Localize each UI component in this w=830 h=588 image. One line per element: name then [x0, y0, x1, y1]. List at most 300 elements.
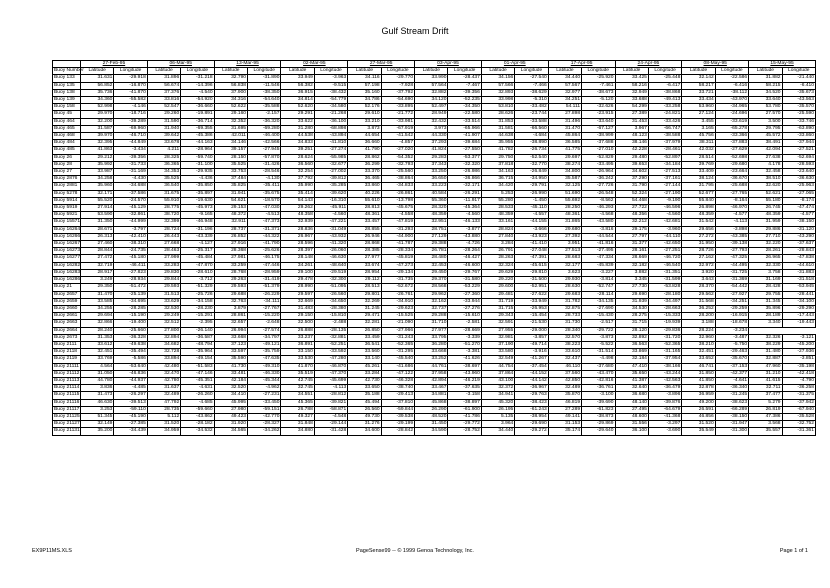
longitude-cell: -54.442 [715, 284, 748, 291]
longitude-cell: -28.934 [114, 277, 147, 284]
latitude-cell: 36.585 [548, 140, 581, 147]
latitude-cell: 57.564 [415, 82, 448, 89]
latitude-cell: 41.615 [749, 377, 782, 384]
longitude-cell: -38.890 [515, 140, 548, 147]
longitude-cell: -31.375 [782, 392, 815, 399]
latitude-cell: 3.920 [682, 269, 715, 276]
latitude-cell: 34.360 [81, 97, 114, 104]
longitude-cell: -38.697 [448, 363, 481, 370]
longitude-cell: -28.461 [648, 147, 681, 154]
latitude-cell: 49.141 [548, 413, 581, 420]
latitude-cell: 29.656 [682, 226, 715, 233]
latitude-cell: 31.050 [81, 370, 114, 377]
latitude-cell: 3.758 [749, 269, 782, 276]
latitude-cell: 27.129 [415, 233, 448, 240]
longitude-cell: -27.767 [248, 305, 281, 312]
buoy-name-cell: Buoy 158 [53, 104, 81, 111]
longitude-cell: -32.793 [381, 161, 414, 168]
longitude-cell: -27.048 [515, 248, 548, 255]
date-header: 03-Apr-95 [415, 61, 482, 68]
latitude-cell: 33.721 [682, 89, 715, 96]
latitude-cell: 36.560 [281, 161, 314, 168]
document-title: Gulf Stream Drift [381, 26, 449, 36]
latitude-cell: 54.143 [281, 197, 314, 204]
longitude-cell: -4.130 [248, 176, 281, 183]
latitude-cell: 33.560 [348, 349, 381, 356]
longitude-cell: -34.950 [515, 176, 548, 183]
latitude-cell: 4.178 [749, 161, 782, 168]
latitude-cell: 48.361 [548, 212, 581, 219]
longitude-cell: -4.113 [314, 385, 347, 392]
longitude-cell: -7.466 [515, 82, 548, 89]
longitude-cell: -54.352 [381, 154, 414, 161]
longitude-cell: -4.641 [715, 377, 748, 384]
latitude-cell: 29.886 [749, 226, 782, 233]
latitude-cell: 32.977 [548, 89, 581, 96]
latitude-cell: 34.551 [281, 392, 314, 399]
longitude-cell: -67.919 [381, 125, 414, 132]
longitude-cell: -25.688 [715, 183, 748, 190]
longitude-cell: -24.570 [114, 197, 147, 204]
longitude-cell: -52.951 [515, 284, 548, 291]
longitude-cell: -55.985 [314, 154, 347, 161]
latitude-cell: 32.182 [615, 262, 648, 269]
longitude-cell: -46.710 [114, 133, 147, 140]
latitude-cell: 28.862 [348, 154, 381, 161]
longitude-cell: -42.377 [715, 370, 748, 377]
longitude-cell: -7.467 [448, 82, 481, 89]
date-header: 17-Apr-95 [548, 61, 615, 68]
latitude-cell: 31.715 [615, 320, 648, 327]
longitude-cell: -49.310 [248, 363, 281, 370]
longitude-cell: -45.615 [515, 262, 548, 269]
latitude-cell: 3.623 [548, 269, 581, 276]
longitude-cell: -21.530 [515, 320, 548, 327]
longitude-cell: -37.586 [114, 190, 147, 197]
latitude-cell: 33.223 [415, 183, 448, 190]
longitude-cell: -15.525 [381, 313, 414, 320]
latitude-cell: 36.365 [147, 161, 180, 168]
longitude-cell: -11.917 [448, 197, 481, 204]
latitude-cell: 27.460 [81, 241, 114, 248]
longitude-cell: -38.629 [515, 89, 548, 96]
table-row [53, 298, 816, 305]
latitude-cell: 41.863 [81, 147, 114, 154]
longitude-cell: -59.844 [381, 406, 414, 413]
longitude-cell: -52.365 [648, 341, 681, 348]
longitude-cell: -38.873 [582, 413, 615, 420]
latitude-cell: 54.621 [214, 197, 247, 204]
longitude-cell: -32.770 [515, 161, 548, 168]
longitude-cell: -39.821 [314, 399, 347, 406]
longitude-cell: -63.890 [782, 125, 815, 132]
latitude-cell: 36.100 [615, 428, 648, 435]
longitude-cell: -41.542 [381, 133, 414, 140]
latitude-cell: 27.570 [749, 111, 782, 118]
longitude-cell: -26.761 [381, 291, 414, 298]
longitude-cell: -33.981 [381, 118, 414, 125]
latitude-cell: 31.520 [147, 421, 180, 428]
longitude-cell: -39.690 [582, 399, 615, 406]
latitude-cell: 27.389 [615, 111, 648, 118]
buoy-name-cell: Buoy 16266 [54, 233, 81, 239]
longitude-cell: -36.320 [248, 118, 281, 125]
latitude-cell: 34.146 [214, 140, 247, 147]
longitude-cell: -35.964 [181, 349, 214, 356]
latitude-cell: 29.480 [615, 154, 648, 161]
latitude-cell: 3.967 [615, 125, 648, 132]
longitude-cell: -69.355 [181, 125, 214, 132]
longitude-cell: -29.519 [314, 269, 347, 276]
latitude-cell: 33.409 [682, 169, 715, 176]
longitude-cell: -68.898 [314, 125, 347, 132]
latitude-cell: 48.123 [615, 133, 648, 140]
longitude-cell: -4.560 [314, 212, 347, 219]
longitude-cell: -26.560 [314, 291, 347, 298]
latitude-cell: 32.372 [481, 385, 514, 392]
longitude-cell: -34.350 [448, 104, 481, 111]
latitude-cell: 38.229 [749, 341, 782, 348]
latitude-cell: 55.280 [481, 197, 514, 204]
latitude-cell: 53.590 [81, 212, 114, 219]
longitude-cell: -37.792 [381, 89, 414, 96]
longitude-cell: -47.122 [381, 370, 414, 377]
latitude-cell: 28.397 [281, 248, 314, 255]
longitude-cell: -16.310 [314, 197, 347, 204]
longitude-cell: -21.268 [314, 111, 347, 118]
latitude-cell: 45.320 [481, 399, 514, 406]
longitude-cell: -27.002 [314, 169, 347, 176]
longitude-cell: -46.836 [114, 370, 147, 377]
longitude-cell: -35.285 [314, 183, 347, 190]
table-row [53, 370, 816, 377]
latitude-cell: 37.123 [214, 341, 247, 348]
latitude-cell: 31.556 [615, 421, 648, 428]
date-header-row [53, 61, 816, 68]
longitude-cell: -15.220 [248, 313, 281, 320]
buoy-name-cell: Buoy 2661 [53, 313, 81, 320]
buoy-name-cell: Buoy 2673 [53, 334, 81, 341]
latitude-cell: 28.630 [548, 284, 581, 291]
latitude-cell: 31.695 [214, 125, 247, 132]
longitude-cell: -42.681 [648, 219, 681, 226]
longitude-cell: -26.964 [582, 169, 615, 176]
longitude-cell: -65.966 [448, 125, 481, 132]
longitude-cell: -27.622 [515, 291, 548, 298]
buoy-name-cell: Buoy 16283 [54, 269, 81, 275]
longitude-cell: -15.333 [648, 313, 681, 320]
latitude-cell: 45.494 [348, 399, 381, 406]
latitude-cell: 29.593 [214, 284, 247, 291]
longitude-cell: -4.113 [715, 219, 748, 226]
longitude-cell: -31.300 [715, 428, 748, 435]
longitude-header: Longitude [248, 68, 281, 75]
latitude-cell: 32.570 [548, 334, 581, 341]
longitude-cell: -37.153 [715, 363, 748, 370]
latitude-cell: 52.621 [749, 190, 782, 197]
longitude-cell: -47.146 [181, 370, 214, 377]
latitude-cell: 31.245 [348, 305, 381, 312]
latitude-cell: 32.162 [415, 298, 448, 305]
longitude-cell: -44.110 [648, 233, 681, 240]
longitude-header: Longitude [381, 68, 414, 75]
longitude-cell: -34.688 [114, 183, 147, 190]
longitude-cell: -4.540 [181, 89, 214, 96]
latitude-cell: 35.188 [348, 392, 381, 399]
buoy-name-cell: Buoy 21113 [54, 377, 80, 383]
latitude-cell: 3.500 [749, 118, 782, 125]
latitude-cell: 33.795 [415, 334, 448, 341]
latitude-cell: 28.370 [682, 284, 715, 291]
latitude-cell: 33.650 [348, 385, 381, 392]
latitude-cell: 36.650 [415, 176, 448, 183]
longitude-cell: -59.110 [114, 406, 147, 413]
longitude-cell: -27.276 [448, 305, 481, 312]
longitude-cell: -51.270 [448, 341, 481, 348]
latitude-cell: 39.251 [281, 147, 314, 154]
latitude-cell: 34.261 [281, 262, 314, 269]
longitude-cell: -45.699 [314, 377, 347, 384]
latitude-cell: 26.560 [348, 406, 381, 413]
latitude-cell: 42.011 [214, 133, 247, 140]
longitude-cell: -5.586 [114, 356, 147, 363]
longitude-cell: -35.897 [181, 190, 214, 197]
longitude-cell: -26.990 [515, 190, 548, 197]
longitude-cell: -31.419 [248, 277, 281, 284]
latitude-cell: 32.326 [749, 334, 782, 341]
longitude-cell: -29.810 [515, 269, 548, 276]
longitude-cell: -52.540 [515, 154, 548, 161]
latitude-cell: 35.174 [548, 428, 581, 435]
latitude-cell: 31.470 [81, 291, 114, 298]
latitude-cell: 32.451 [682, 349, 715, 356]
buoy-name-cell: Buoy 21112 [54, 370, 80, 376]
longitude-cell: -39.538 [381, 413, 414, 420]
longitude-cell: -31.100 [181, 161, 214, 168]
longitude-cell: -38.740 [381, 385, 414, 392]
latitude-cell: 36.541 [348, 341, 381, 348]
latitude-cell: 32.949 [615, 89, 648, 96]
longitude-cell: -51.095 [314, 284, 347, 291]
latitude-cell: 57.566 [481, 82, 514, 89]
latitude-cell: 32.960 [682, 334, 715, 341]
latitude-cell: 29.688 [214, 291, 247, 298]
latitude-cell: 28.737 [214, 226, 247, 233]
latitude-cell: 38.274 [548, 161, 581, 168]
buoy-name-cell: Buoy 2876 [53, 176, 81, 183]
latitude-cell: 49.327 [281, 413, 314, 420]
longitude-cell: -3.339 [448, 334, 481, 341]
longitude-cell: -6.416 [715, 82, 748, 89]
longitude-cell: -46.870 [314, 363, 347, 370]
longitude-cell: -3.814 [582, 277, 615, 284]
longitude-cell: -47.870 [181, 262, 214, 269]
latitude-cell: 27.914 [81, 205, 114, 212]
longitude-cell: -28.182 [181, 421, 214, 428]
buoy-name-cell: Buoy 16277 [54, 255, 81, 261]
longitude-cell: -27.823 [114, 269, 147, 276]
latitude-cell: 31.210 [749, 370, 782, 377]
longitude-cell: -44.610 [782, 262, 815, 269]
longitude-cell: -44.849 [114, 140, 147, 147]
latitude-cell: 33.259 [214, 262, 247, 269]
longitude-cell: -57.870 [248, 154, 281, 161]
latitude-cell: 26.819 [749, 406, 782, 413]
longitude-cell: -26.548 [582, 190, 615, 197]
longitude-cell: -15.430 [582, 313, 615, 320]
latitude-cell: 32.399 [147, 219, 180, 226]
longitude-cell: -27.385 [114, 421, 147, 428]
table-row [53, 197, 816, 204]
longitude-cell: -15.610 [448, 313, 481, 320]
table-row [53, 212, 816, 219]
latitude-cell: 35.825 [214, 183, 247, 190]
latitude-cell: 47.410 [615, 363, 648, 370]
longitude-cell: -42.418 [782, 370, 815, 377]
latitude-cell: 33.640 [749, 97, 782, 104]
table-row [53, 313, 816, 320]
longitude-cell: -42.816 [582, 377, 615, 384]
latitude-cell: 33.140 [348, 356, 381, 363]
latitude-cell: 31.882 [749, 75, 782, 82]
longitude-cell: -23.915 [582, 111, 615, 118]
latitude-cell: 33.894 [147, 356, 180, 363]
latitude-cell: 32.878 [682, 385, 715, 392]
latitude-cell: 27.977 [348, 255, 381, 262]
table-row [53, 183, 816, 190]
latitude-cell: 36.959 [682, 392, 715, 399]
longitude-cell: -36.714 [181, 118, 214, 125]
longitude-cell: -19.630 [181, 197, 214, 204]
latitude-cell: 52.497 [415, 104, 448, 111]
longitude-cell: -42.770 [248, 413, 281, 420]
latitude-cell: 32.745 [281, 385, 314, 392]
latitude-cell: 44.538 [281, 133, 314, 140]
latitude-cell: 38.311 [682, 140, 715, 147]
latitude-cell: 29.212 [81, 154, 114, 161]
latitude-cell: 45.365 [281, 399, 314, 406]
longitude-cell: -45.190 [114, 413, 147, 420]
longitude-cell: -47.325 [715, 255, 748, 262]
longitude-cell: -44.900 [381, 233, 414, 240]
latitude-cell: 37.792 [281, 176, 314, 183]
longitude-cell: -28.285 [114, 305, 147, 312]
longitude-cell: -29.690 [515, 421, 548, 428]
latitude-cell: 29.112 [348, 277, 381, 284]
latitude-header: Latitude [81, 68, 114, 75]
latitude-cell: 26.788 [281, 406, 314, 413]
buoy-name-cell: Buoy 21115 [54, 392, 80, 398]
longitude-cell: -26.291 [448, 190, 481, 197]
latitude-cell: 42.228 [615, 147, 648, 154]
longitude-cell: -33.495 [582, 161, 615, 168]
latitude-cell: 28.954 [348, 269, 381, 276]
latitude-cell: 32.882 [415, 89, 448, 96]
longitude-cell: -46.540 [648, 262, 681, 269]
longitude-cell: -36.761 [582, 385, 615, 392]
latitude-cell: 27.840 [481, 233, 514, 240]
latitude-cell: 28.275 [615, 313, 648, 320]
latitude-cell: 57.198 [348, 82, 381, 89]
latitude-cell: 29.370 [415, 277, 448, 284]
latitude-cell: 32.875 [548, 305, 581, 312]
latitude-cell: 34.880 [281, 428, 314, 435]
latitude-cell: 33.467 [415, 385, 448, 392]
longitude-cell: -37.688 [582, 140, 615, 147]
longitude-cell: -35.850 [181, 183, 214, 190]
longitude-cell: -34.833 [381, 183, 414, 190]
latitude-cell: 33.987 [81, 169, 114, 176]
longitude-cell: -46.596 [648, 205, 681, 212]
longitude-cell: -47.370 [314, 370, 347, 377]
longitude-cell: -38.423 [515, 399, 548, 406]
latitude-cell: 33.869 [615, 349, 648, 356]
latitude-cell: 28.813 [348, 205, 381, 212]
latitude-cell: 27.955 [481, 327, 514, 334]
longitude-cell: -29.290 [782, 305, 815, 312]
latitude-cell: 28.626 [481, 111, 514, 118]
longitude-cell: -46.600 [448, 262, 481, 269]
latitude-cell: 3.345 [615, 277, 648, 284]
latitude-cell: 3.973 [415, 125, 448, 132]
longitude-cell: -28.812 [314, 392, 347, 399]
buoy-name-cell: Buoy 21131 [54, 428, 80, 434]
latitude-cell: 27.981 [214, 255, 247, 262]
longitude-cell: -53.828 [648, 284, 681, 291]
latitude-cell: 46.819 [548, 399, 581, 406]
longitude-cell: -49.413 [648, 97, 681, 104]
longitude-cell: -2.157 [248, 111, 281, 118]
longitude-cell: -41.810 [314, 140, 347, 147]
latitude-cell: 26.946 [348, 233, 381, 240]
longitude-cell: -4.513 [248, 212, 281, 219]
longitude-cell: -28.264 [448, 248, 481, 255]
longitude-cell: -3.690 [648, 428, 681, 435]
buoy-name-cell: Buoy 133 [53, 75, 81, 82]
latitude-cell: 44.654 [348, 133, 381, 140]
date-header: 06-Mar-95 [147, 61, 214, 68]
latitude-cell: 3.643 [682, 277, 715, 284]
longitude-cell: -28.135 [314, 327, 347, 334]
latitude-cell: 32.220 [749, 241, 782, 248]
latitude-cell: 34.600 [348, 428, 381, 435]
latitude-cell: 32.892 [615, 334, 648, 341]
latitude-cell: 26.852 [214, 233, 247, 240]
latitude-cell: 28.428 [749, 284, 782, 291]
longitude-cell: -33.366 [715, 133, 748, 140]
longitude-cell: -41.626 [448, 356, 481, 363]
longitude-cell: -38.897 [448, 399, 481, 406]
latitude-cell: 48.361 [348, 212, 381, 219]
date-header: 27-Mar-95 [348, 61, 415, 68]
longitude-cell: -29.134 [381, 269, 414, 276]
longitude-cell: -65.278 [715, 125, 748, 132]
longitude-cell: -43.470 [582, 370, 615, 377]
latitude-cell: 31.520 [682, 421, 715, 428]
latitude-cell: 3.568 [749, 421, 782, 428]
longitude-cell: -44.495 [715, 262, 748, 269]
longitude-cell: -26.297 [114, 392, 147, 399]
latitude-cell: 31.853 [481, 118, 514, 125]
latitude-cell: 35.414 [281, 190, 314, 197]
latitude-cell: 41.730 [214, 363, 247, 370]
longitude-cell: -46.720 [648, 255, 681, 262]
longitude-cell: -41.686 [381, 363, 414, 370]
longitude-cell: -27.574 [248, 327, 281, 334]
longitude-cell: -47.280 [314, 356, 347, 363]
longitude-cell: -46.948 [181, 219, 214, 226]
longitude-cell: -33.450 [248, 399, 281, 406]
